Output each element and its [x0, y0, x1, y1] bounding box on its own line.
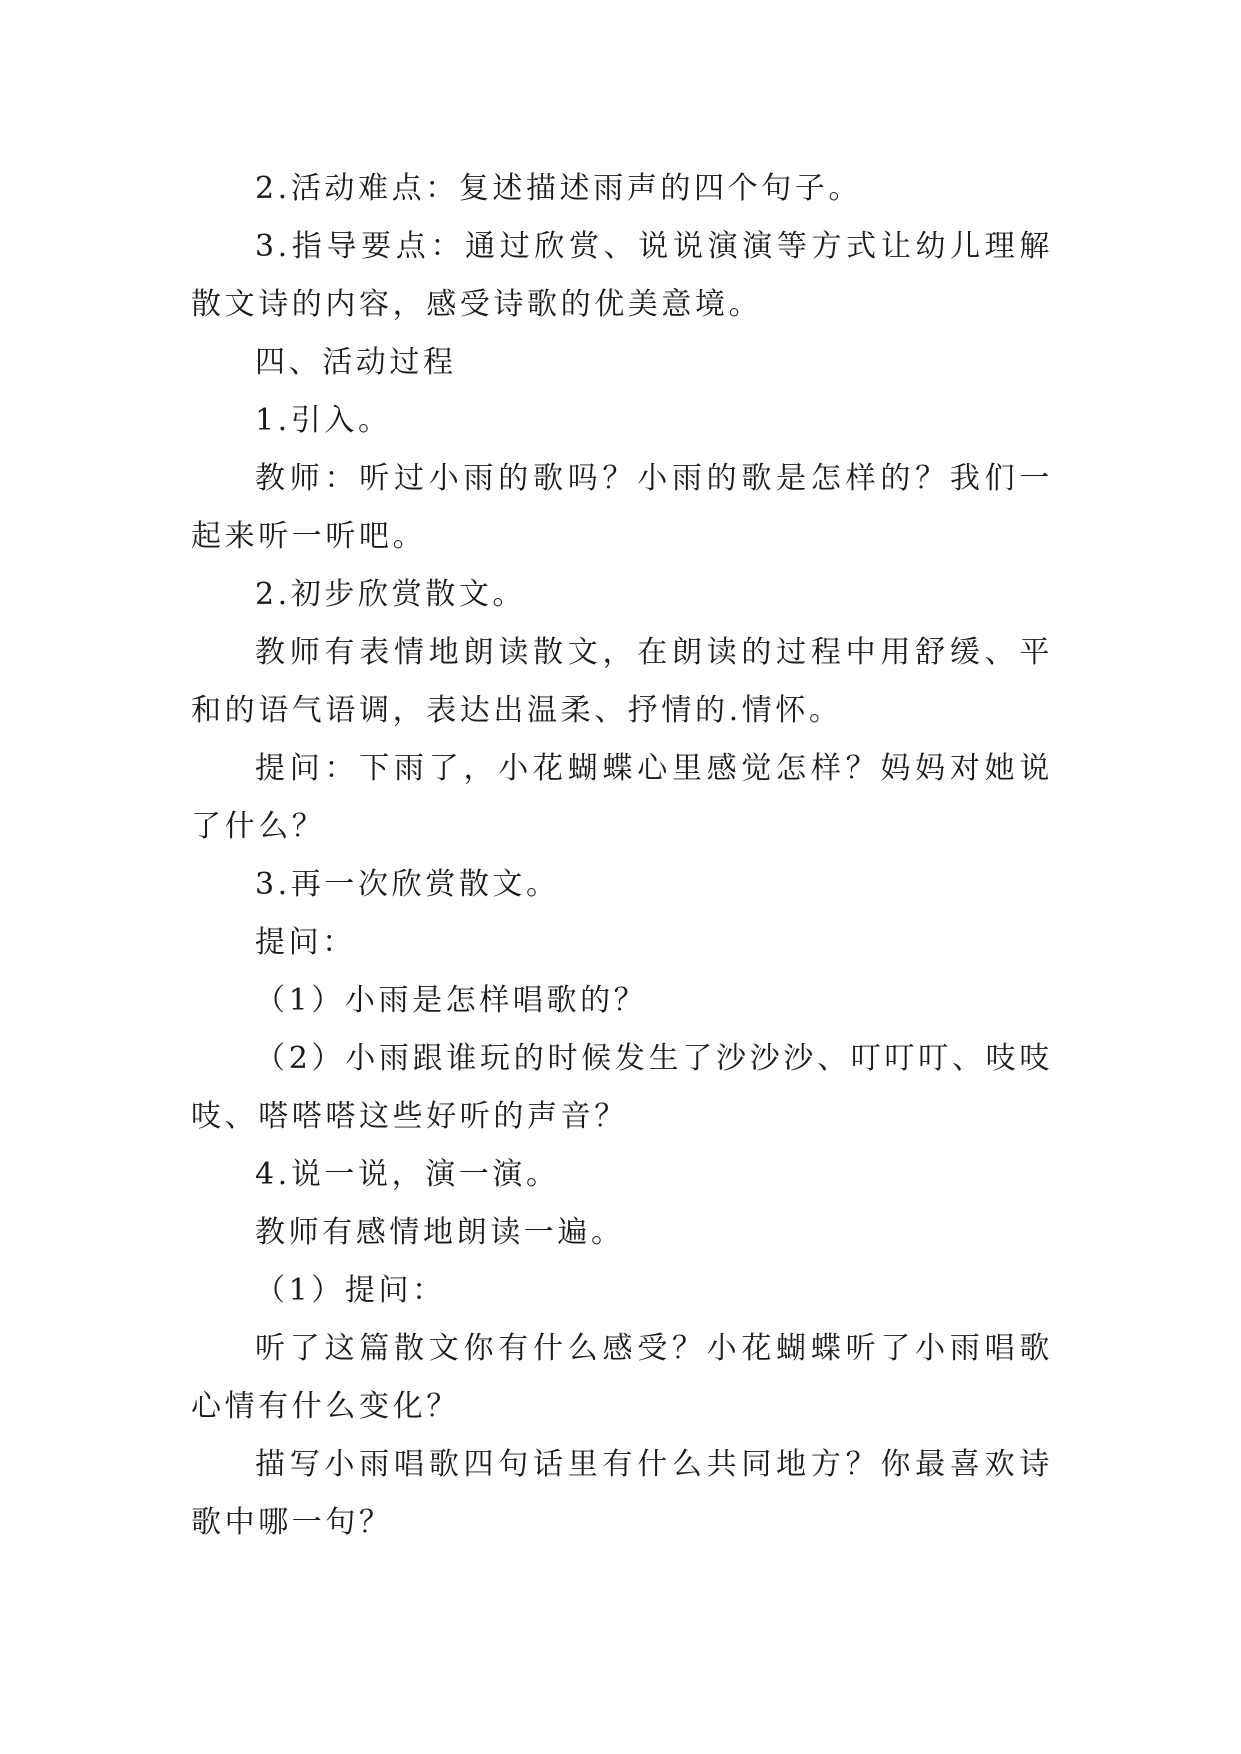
- paragraph-difficulty: 2.活动难点：复述描述雨声的四个句子。: [255, 171, 863, 206]
- paragraph-teacher-reading: 教师有表情地朗读散文，在朗读的过程中用舒缓、平和的语气语调，表达出温柔、抒情的.情怀。: [191, 635, 1053, 728]
- paragraph-guidance: 3.指导要点：通过欣赏、说说演演等方式让幼儿理解散文诗的内容，感受诗歌的优美意境。: [191, 229, 1053, 322]
- paragraph-teacher-reads-again: 教师有感情地朗读一遍。: [255, 1215, 625, 1250]
- question-item-ask: （1）提问：: [255, 1273, 446, 1308]
- step-heading-second-appreciation: 3.再一次欣赏散文。: [255, 867, 560, 902]
- paragraph-question-label: 提问：: [255, 925, 356, 960]
- step-heading-intro: 1.引入。: [255, 403, 392, 438]
- paragraph-teacher-intro: 教师：听过小雨的歌吗？小雨的歌是怎样的？我们一起来听一听吧。: [191, 461, 1053, 554]
- paragraph-feeling-question: 听了这篇散文你有什么感受？小花蝴蝶听了小雨唱歌心情有什么变化？: [191, 1331, 1053, 1424]
- step-heading-say-and-act: 4.说一说，演一演。: [255, 1157, 560, 1192]
- paragraph-favorite-question: 描写小雨唱歌四句话里有什么共同地方？你最喜欢诗歌中哪一句？: [191, 1447, 1053, 1540]
- question-item-2: （2）小雨跟谁玩的时候发生了沙沙沙、叮叮叮、吱吱吱、嗒嗒嗒这些好听的声音？: [191, 1041, 1053, 1134]
- section-heading-process: 四、活动过程: [255, 345, 457, 380]
- document-body: [191, 160, 1053, 1552]
- paragraph-question-butterfly: 提问：下雨了，小花蝴蝶心里感觉怎样？妈妈对她说了什么？: [191, 751, 1053, 844]
- question-item-1: （1）小雨是怎样唱歌的？: [255, 983, 648, 1018]
- step-heading-first-appreciation: 2.初步欣赏散文。: [255, 577, 527, 612]
